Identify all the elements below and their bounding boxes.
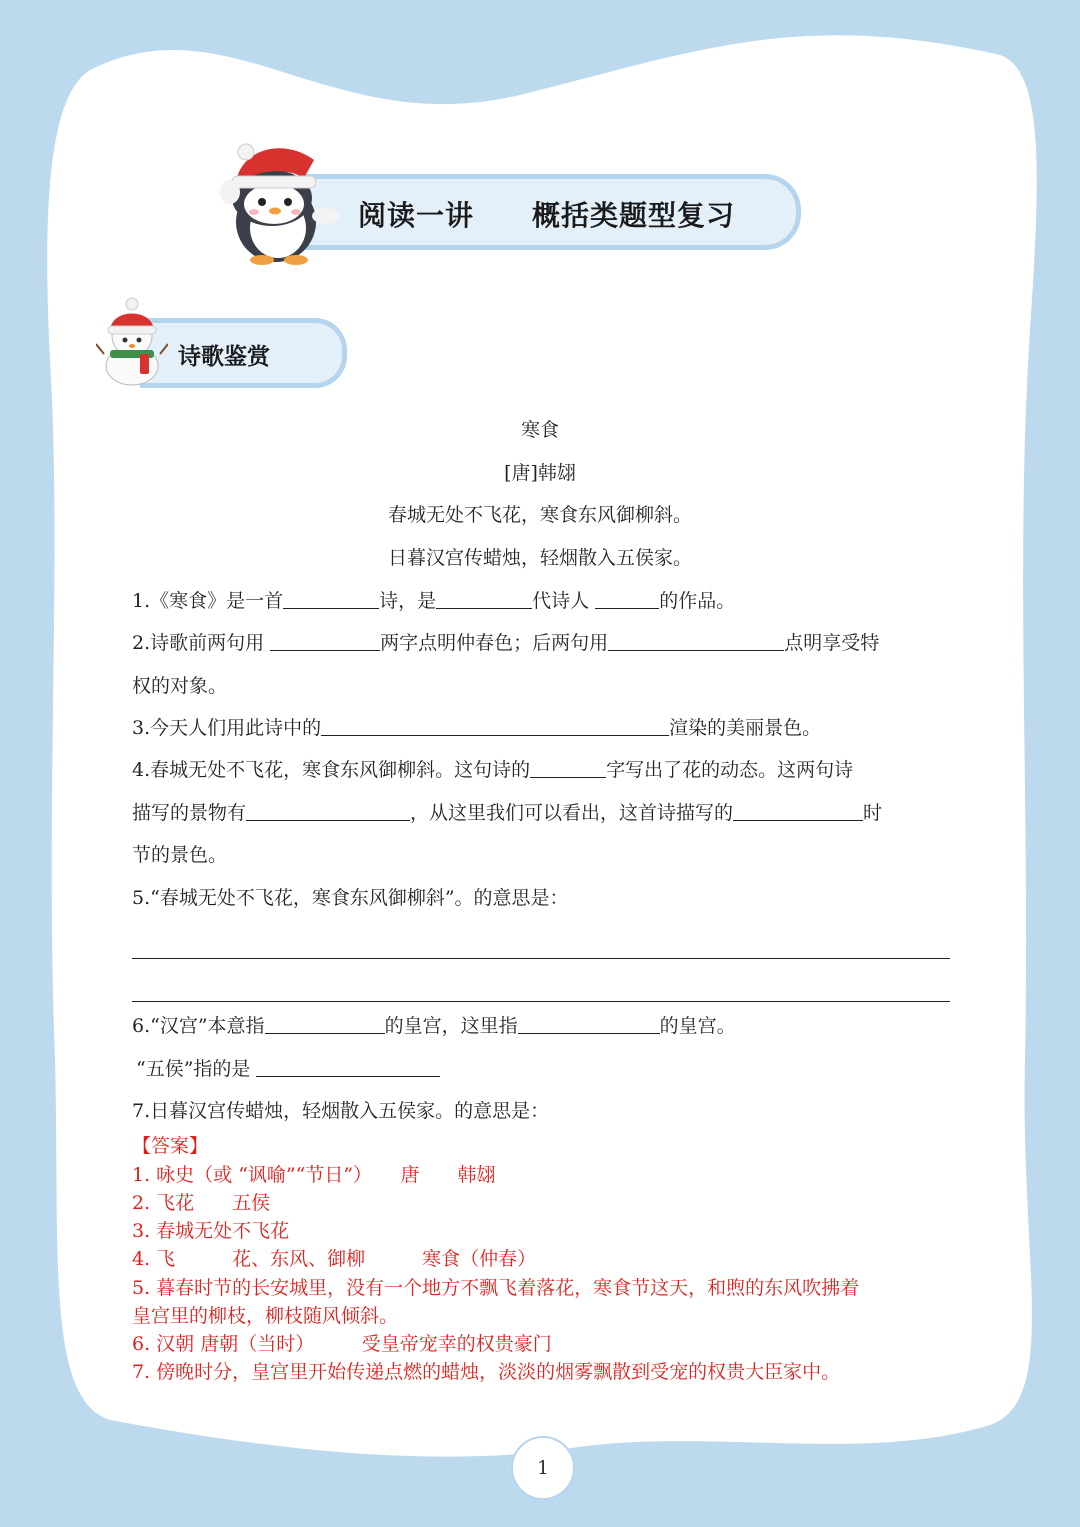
page-number: 1 (511, 1436, 575, 1500)
answer-blank[interactable] (265, 1013, 385, 1034)
poem-author: [唐]韩翃 (504, 462, 576, 484)
answer-item: 1. 咏史（或 “讽喻”“节日”） 唐 韩翃 (132, 1164, 496, 1186)
section-title: 诗歌鉴赏 (178, 344, 270, 370)
poem-title: 寒食 (520, 419, 559, 441)
answer-blank[interactable] (270, 630, 380, 651)
question-6-cont: “五侯”指的是 (136, 1054, 956, 1081)
answer-item: 皇宫里的柳枝，柳枝随风倾斜。 (132, 1305, 399, 1327)
question-2-cont: 权的对象。 (132, 675, 228, 697)
question-2: 2.诗歌前两句用 两字点明仲春色；后两句用 点明享受特 (132, 632, 880, 654)
answer-blank[interactable] (436, 588, 532, 609)
chapter-title: 阅读一讲 概括类题型复习 (358, 199, 736, 232)
answer-line[interactable] (132, 1001, 950, 1002)
answer-blank[interactable] (283, 588, 379, 609)
question-6: 6.“汉宫”本意指 的皇宫，这里指 的皇宫。 (132, 1015, 736, 1037)
answer-item: 2. 飞花 五侯 (132, 1192, 271, 1214)
question-5: 5.“春城无处不飞花，寒食东风御柳斜”。的意思是： (132, 887, 569, 909)
answer-blank[interactable] (608, 630, 784, 651)
answer-item: 6. 汉朝 唐朝（当时） 受皇帝宠幸的权贵豪门 (132, 1333, 552, 1355)
poem-line-1: 春城无处不飞花，寒食东风御柳斜。 (387, 504, 692, 526)
poem-line-2: 日暮汉宫传蜡烛，轻烟散入五侯家。 (387, 547, 692, 569)
answer-blank[interactable] (246, 800, 410, 821)
answer-blank[interactable] (595, 588, 659, 609)
answer-blank[interactable] (530, 757, 606, 778)
question-4-cont-2: 节的景色。 (132, 844, 228, 866)
question-3: 3.今天人们用此诗中的 渲染的美丽景色。 (132, 717, 822, 739)
penguin-santa-icon (218, 134, 340, 268)
answer-item: 7. 傍晚时分，皇宫里开始传递点燃的蜡烛，淡淡的烟雾飘散到受宠的权贵大臣家中。 (132, 1361, 841, 1383)
answer-heading: 【答案】 (132, 1135, 209, 1157)
question-1: 1.《寒食》是一首 诗，是 代诗人 的作品。 (132, 590, 736, 612)
answer-item: 3. 春城无处不飞花 (132, 1220, 290, 1242)
question-4-cont: 描写的景物有 ，从这里我们可以看出，这首诗描写的 时 (132, 802, 883, 824)
answer-blank[interactable] (733, 800, 863, 821)
answer-line[interactable] (132, 958, 950, 959)
answer-blank[interactable] (518, 1013, 660, 1034)
chapter-title-banner (300, 174, 801, 250)
answer-blank[interactable] (256, 1056, 440, 1077)
question-4: 4.春城无处不飞花，寒食东风御柳斜。这句诗的 字写出了花的动态。这两句诗 (132, 759, 854, 781)
answer-item: 5. 暮春时节的长安城里，没有一个地方不飘飞着落花，寒食节这天，和煦的东风吹拂着 (132, 1277, 860, 1299)
snowman-icon (96, 294, 168, 386)
section-title-banner (140, 318, 347, 388)
answer-item: 4. 飞 花、东风、御柳 寒食（仲春） (132, 1248, 537, 1270)
question-7: 7.日暮汉宫传蜡烛，轻烟散入五侯家。的意思是： (132, 1100, 550, 1122)
answer-blank[interactable] (321, 715, 669, 736)
